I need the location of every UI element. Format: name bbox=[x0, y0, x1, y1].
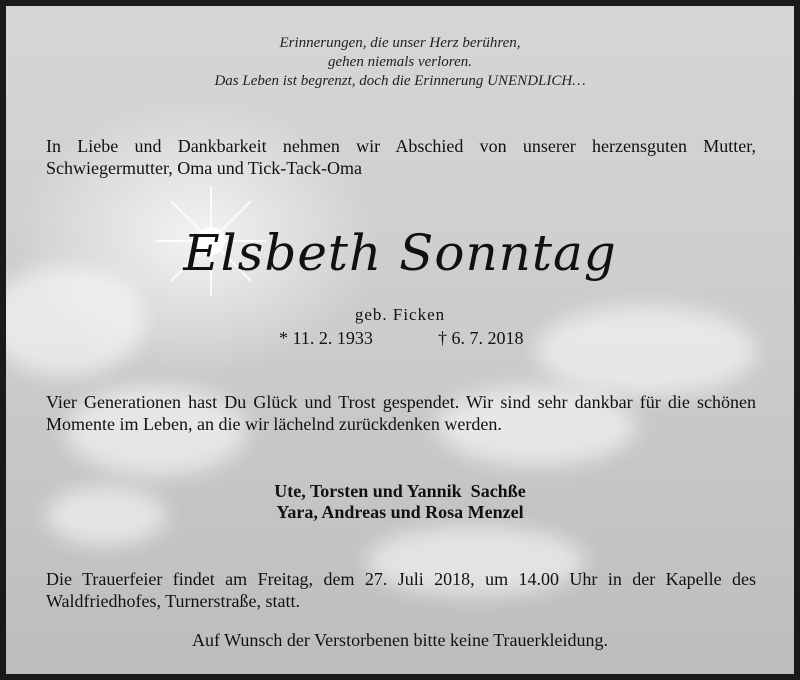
birth-date: * 11. 2. 1933 bbox=[279, 328, 373, 348]
tribute-paragraph: Vier Generationen hast Du Glück und Trost gespendet. Wir sind sehr dankbar für die schönen Momente im Leben, an die wir lächelnd zurückdenken werden. bbox=[46, 392, 756, 434]
mourners-list bbox=[6, 481, 794, 523]
birth-name: geb. Ficken bbox=[354, 305, 446, 324]
deceased-name: Elsbeth Sonntag bbox=[183, 224, 617, 282]
service-paragraph: Die Trauerfeier findet am Freitag, dem 27. Juli 2018, um 14.00 Uhr in der Kapelle des Waldfriedhofes, Turnerstraße, statt. bbox=[46, 569, 756, 611]
mourner-line: Yara, Andreas und Rosa Menzel bbox=[276, 502, 524, 522]
motto-line: Erinnerungen, die unser Herz berühren, bbox=[279, 35, 521, 51]
dress-code-note: Auf Wunsch der Verstorbenen bitte keine Trauerkleidung. bbox=[191, 630, 609, 650]
motto-line: Das Leben ist begrenzt, doch die Erinnerung UNENDLICH… bbox=[214, 73, 586, 89]
intro-paragraph: In Liebe und Dankbarkeit nehmen wir Abschied von unserer herzensguten Mutter, Schwiegermutter, Oma und Tick-Tack-Oma bbox=[46, 136, 756, 178]
motto-line: gehen niemals verloren. bbox=[328, 54, 472, 70]
memorial-motto bbox=[6, 34, 794, 91]
death-date: † 6. 7. 2018 bbox=[438, 328, 524, 348]
mourner-line: Ute, Torsten und Yannik Sachße bbox=[274, 481, 526, 501]
